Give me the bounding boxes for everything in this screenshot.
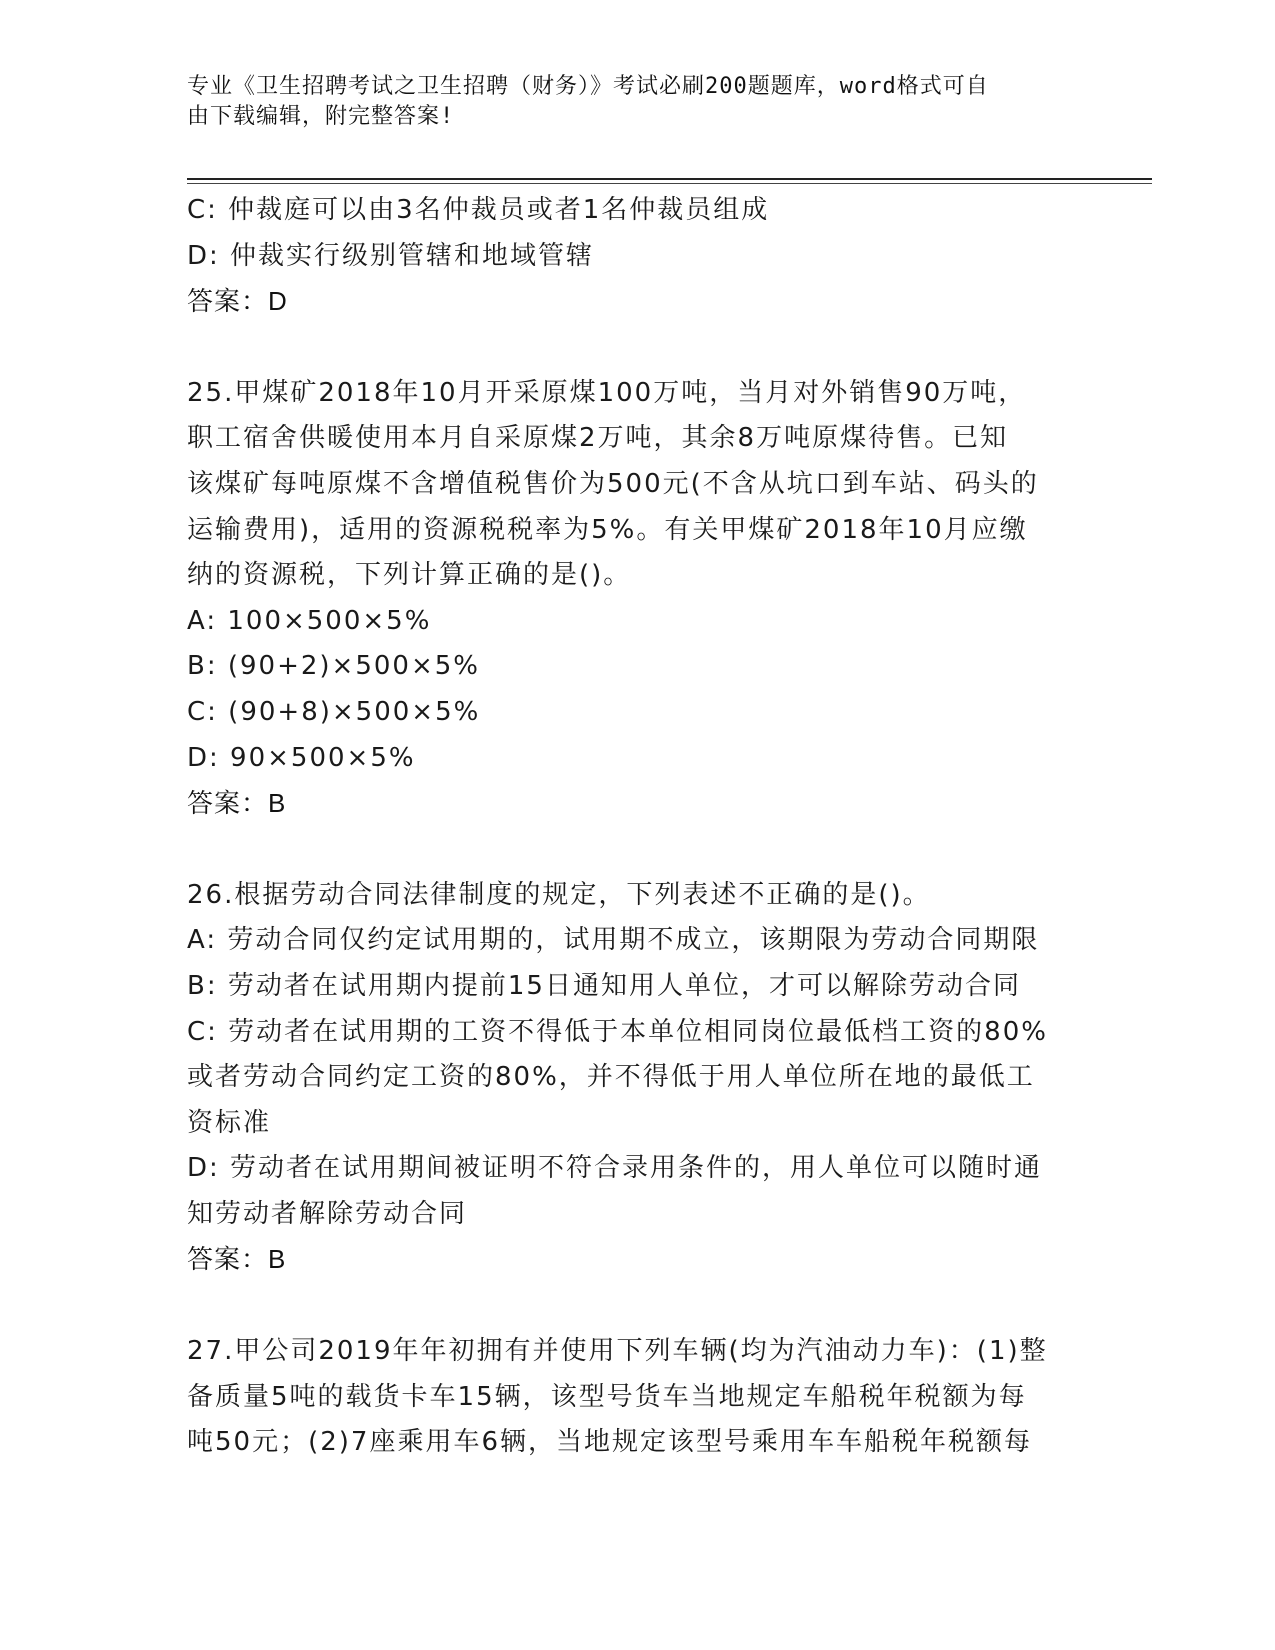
option-c: C: 劳动者在试用期的工资不得低于本单位相同岗位最低档工资的80% xyxy=(187,1016,1048,1047)
option-d: D: 仲裁实行级别管辖和地域管辖 xyxy=(187,240,595,271)
spacer xyxy=(187,1283,1087,1329)
answer-line: 答案：B xyxy=(187,1244,287,1275)
option-b: B: (90+2)×500×5% xyxy=(187,651,481,682)
question-stem-line: 备质量5吨的载货卡车15辆，该型号货车当地规定车船税年税额为每 xyxy=(187,1381,1027,1412)
header-title-line-1: 专业《卫生招聘考试之卫生招聘（财务）》考试必刷200题题库，word格式可自 xyxy=(187,74,989,99)
option-b: B: 劳动者在试用期内提前15日通知用人单位，才可以解除劳动合同 xyxy=(187,970,1021,1001)
question-stem-line: 26.根据劳动合同法律制度的规定，下列表述不正确的是()。 xyxy=(187,879,931,910)
question-27 xyxy=(187,1329,1087,1466)
header-title-line-2: 由下载编辑，附完整答案! xyxy=(187,104,455,129)
option-a: A: 劳动合同仅约定试用期的，试用期不成立，该期限为劳动合同期限 xyxy=(187,925,1040,956)
question-stem-line: 纳的资源税，下列计算正确的是()。 xyxy=(187,560,632,591)
question-stem-line: 职工宿舍供暖使用本月自采原煤2万吨，其余8万吨原煤待售。已知 xyxy=(187,423,1009,454)
answer-line: 答案：D xyxy=(187,286,288,317)
document-body xyxy=(187,188,1087,1466)
option-c: C: 仲裁庭可以由3名仲裁员或者1名仲裁员组成 xyxy=(187,195,770,225)
question-25 xyxy=(187,371,1087,827)
question-26 xyxy=(187,873,1087,1283)
previous-question-tail xyxy=(187,188,1087,325)
spacer xyxy=(187,827,1087,873)
question-stem-line: 该煤矿每吨原煤不含增值税售价为500元(不含从坑口到车站、码头的 xyxy=(187,468,1039,499)
header-divider-thick xyxy=(187,178,1152,180)
option-d-continued: 知劳动者解除劳动合同 xyxy=(187,1198,468,1229)
question-stem-line: 27.甲公司2019年年初拥有并使用下列车辆(均为汽油动力车)：(1)整 xyxy=(187,1336,1048,1367)
question-stem-line: 25.甲煤矿2018年10月开采原煤100万吨，当月对外销售90万吨， xyxy=(187,377,1027,408)
answer-line: 答案：B xyxy=(187,788,287,819)
header-divider-thin xyxy=(187,183,1152,184)
question-stem-line: 吨50元；(2)7座乘用车6辆，当地规定该型号乘用车车船税年税额每 xyxy=(187,1427,1032,1458)
spacer xyxy=(187,325,1087,371)
option-d: D: 劳动者在试用期间被证明不符合录用条件的，用人单位可以随时通 xyxy=(187,1153,1043,1184)
option-c: C: (90+8)×500×5% xyxy=(187,696,481,727)
option-d: D: 90×500×5% xyxy=(187,742,416,773)
question-stem-line: 运输费用)，适用的资源税税率为5%。有关甲煤矿2018年10月应缴 xyxy=(187,514,1028,545)
option-c-continued: 资标准 xyxy=(187,1107,272,1138)
option-a: A: 100×500×5% xyxy=(187,605,432,636)
option-c-continued: 或者劳动合同约定工资的80%，并不得低于用人单位所在地的最低工 xyxy=(187,1062,1035,1093)
document-header xyxy=(187,72,1067,132)
